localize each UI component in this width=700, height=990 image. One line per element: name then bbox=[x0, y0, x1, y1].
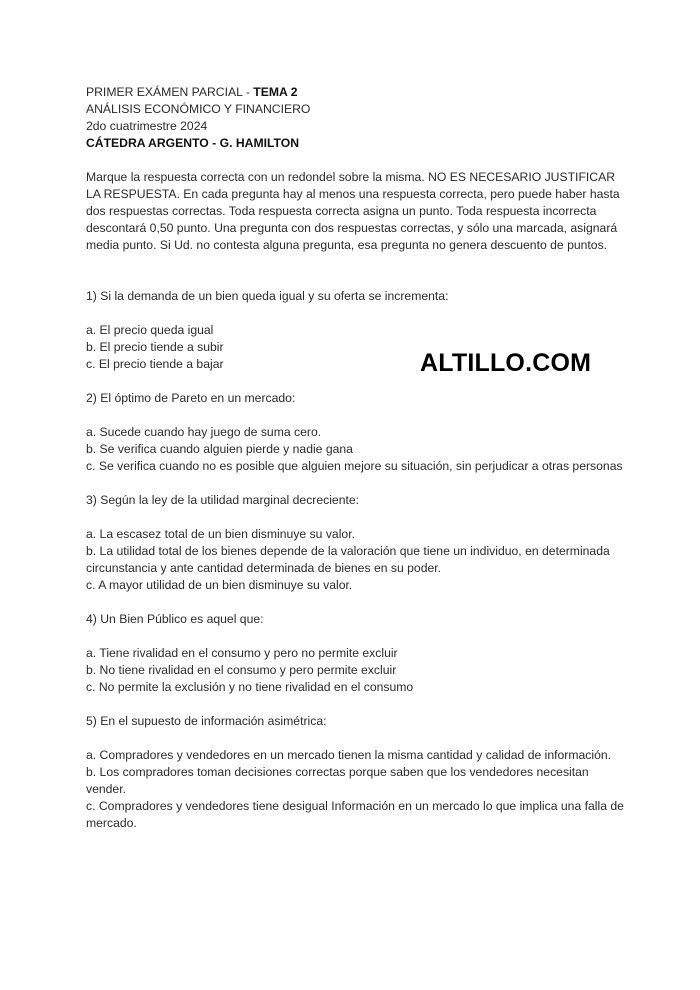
option-b: b. No tiene rivalidad en el consumo y pero permite excluir bbox=[86, 663, 397, 677]
question-5 bbox=[86, 713, 631, 832]
question-options bbox=[86, 645, 631, 696]
option-a: a. Compradores y vendedores en un mercado tienen la misma cantidad y calidad de información. bbox=[86, 748, 612, 762]
option-c: c. Compradores y vendedores tiene desigual Información en un mercado lo que implica una falla de mercado. bbox=[86, 799, 624, 830]
watermark-text: ALTILLO.COM bbox=[420, 349, 592, 377]
question-title: 1) Si la demanda de un bien queda igual y su oferta se incrementa: bbox=[86, 289, 449, 303]
question-4 bbox=[86, 611, 631, 696]
header-subject: ANÁLISIS ECONÓMICO Y FINANCIERO bbox=[86, 102, 311, 116]
header-chair: CÁTEDRA ARGENTO - G. HAMILTON bbox=[86, 136, 300, 150]
header-title-line bbox=[86, 84, 631, 101]
question-title: 3) Según la ley de la utilidad marginal decreciente: bbox=[86, 493, 360, 507]
option-b: b. Se verifica cuando alguien pierde y nadie gana bbox=[86, 442, 353, 456]
header-title: PRIMER EXÁMEN PARCIAL - bbox=[86, 85, 254, 99]
exam-content bbox=[86, 84, 631, 832]
option-a: a. Tiene rivalidad en el consumo y pero no permite excluir bbox=[86, 646, 398, 660]
question-2 bbox=[86, 390, 631, 475]
option-a: a. El precio queda igual bbox=[86, 323, 214, 337]
question-options bbox=[86, 747, 631, 832]
question-options bbox=[86, 424, 631, 475]
option-b: b. Los compradores toman decisiones correctas porque saben que los vendedores necesitan vender. bbox=[86, 765, 589, 796]
exam-instructions: Marque la respuesta correcta con un redondel sobre la misma. NO ES NECESARIO JUSTIFICAR LA RESPUESTA. En cada pregunta hay al menos una respuesta correcta, pero puede haber hasta dos respuestas correctas. Toda respuesta correcta asigna un punto. Toda respuesta incorrecta descontará 0,50 punto. Una pregunta con dos respuestas correctas, y sólo una marcada, asignará media punto. Si Ud. no contesta alguna pregunta, esa pregunta no genera descuento de puntos. bbox=[86, 170, 620, 252]
option-c: c. No permite la exclusión y no tiene rivalidad en el consumo bbox=[86, 680, 414, 694]
header-term: 2do cuatrimestre 2024 bbox=[86, 119, 208, 133]
header-tema: TEMA 2 bbox=[253, 85, 298, 99]
question-title: 4) Un Bien Público es aquel que: bbox=[86, 612, 264, 626]
option-c: c. A mayor utilidad de un bien disminuye su valor. bbox=[86, 578, 353, 592]
question-options bbox=[86, 526, 631, 594]
option-b: b. El precio tiende a subir bbox=[86, 340, 224, 354]
option-c: c. Se verifica cuando no es posible que alguien mejore su situación, sin perjudicar a otras personas bbox=[86, 459, 623, 473]
question-title: 2) El óptimo de Pareto en un mercado: bbox=[86, 391, 296, 405]
exam-header bbox=[86, 84, 631, 152]
option-a: a. La escasez total de un bien disminuye su valor. bbox=[86, 527, 355, 541]
question-title: 5) En el supuesto de información asimétrica: bbox=[86, 714, 327, 728]
option-b: b. La utilidad total de los bienes depende de la valoración que tiene un individuo, en determinada circunstancia y ante cantidad determinada de bienes en su poder. bbox=[86, 544, 610, 575]
question-3 bbox=[86, 492, 631, 594]
option-c: c. El precio tiende a bajar bbox=[86, 357, 224, 371]
option-a: a. Sucede cuando hay juego de suma cero. bbox=[86, 425, 322, 439]
